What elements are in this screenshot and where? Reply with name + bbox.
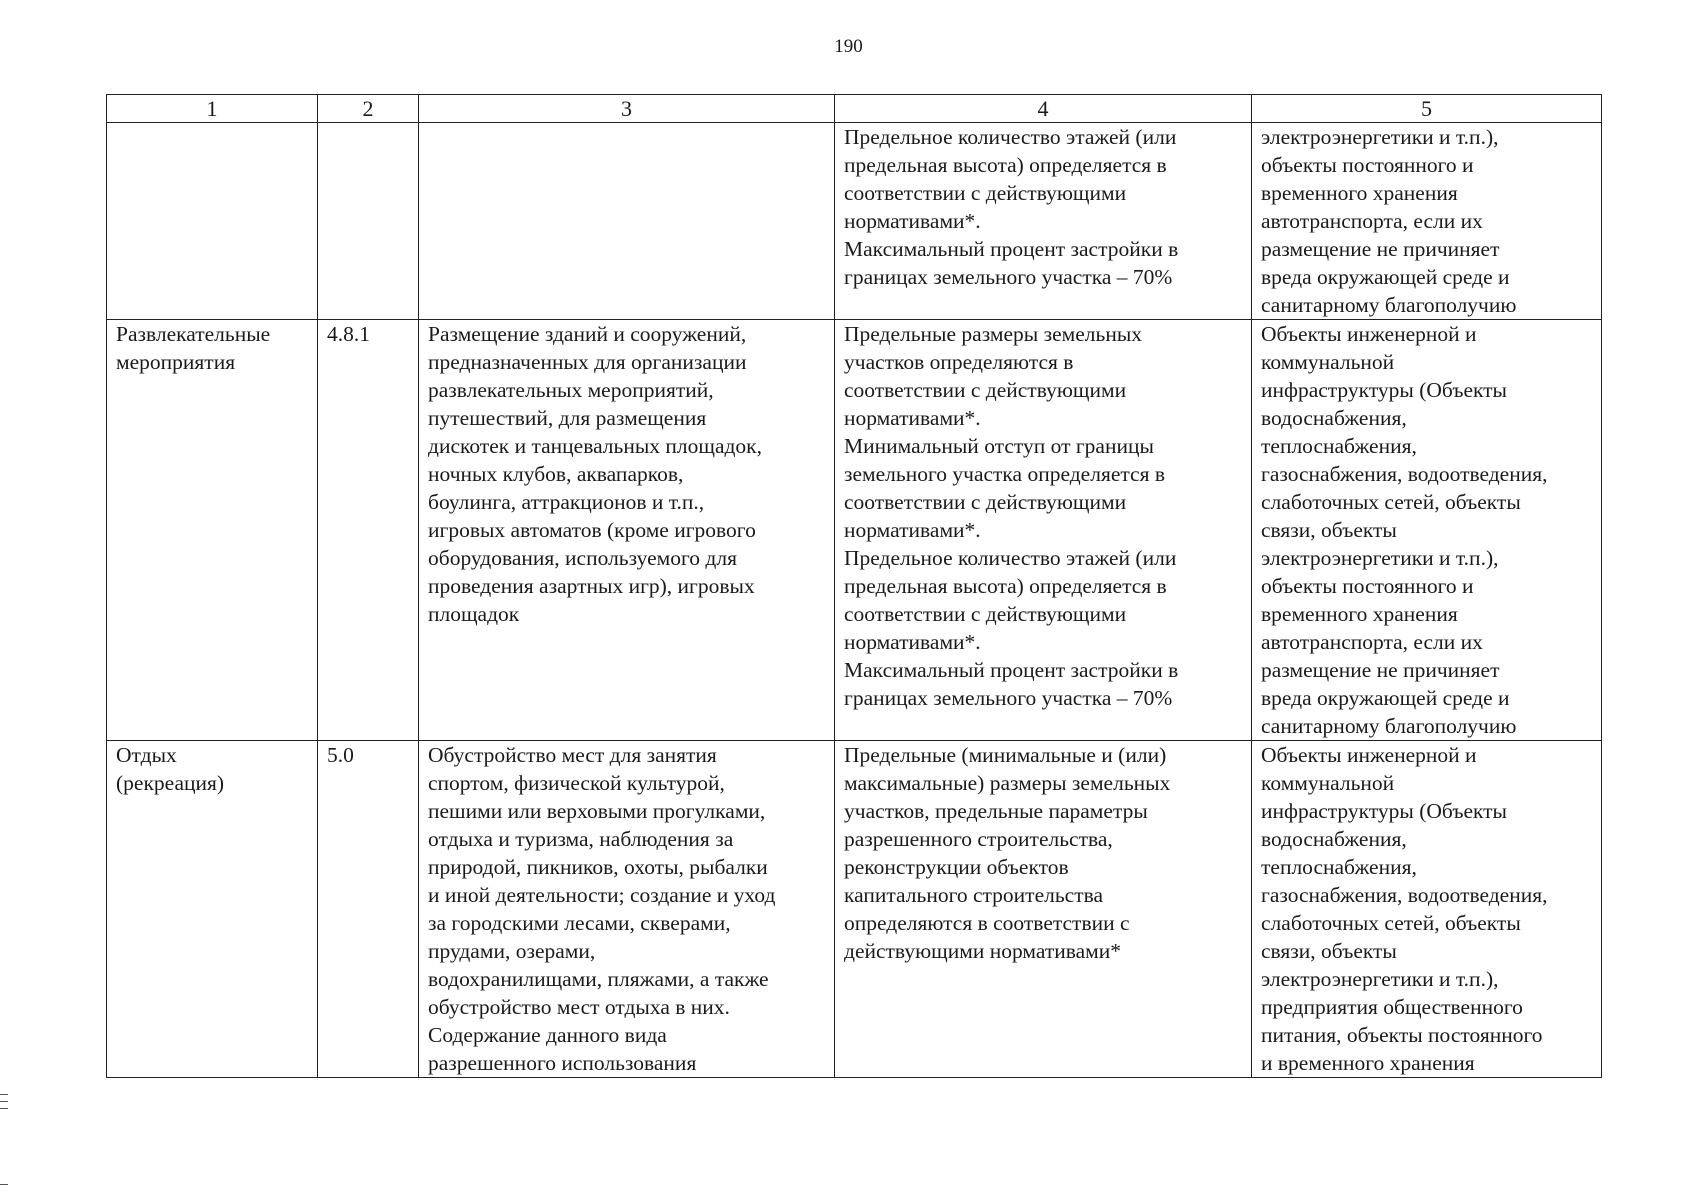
use-name-cell <box>107 123 318 320</box>
use-code-cell: 4.8.1 <box>318 320 419 741</box>
parameters-cell: Предельные (минимальные и (или) максимальные) размеры земельных участков, предельные параметры разрешенного строительства, реконструкции объектов капитального строительства определяются в соответствии с действующими нормативами* <box>835 741 1252 1078</box>
column-header-3: 3 <box>419 95 835 123</box>
parameters-cell: Предельные размеры земельных участков определяются в соответствии с действующими нормативами*. Минимальный отступ от границы земельного участка определяется в соответствии с действующими нормативами*. Предельное количество этажей (или предельная высота) определяется в соответствии с действующими нормативами*. Максимальный процент застройки в границах земельного участка – 70% <box>835 320 1252 741</box>
parameters-cell: Предельное количество этажей (или предельная высота) определяется в соответствии с действующими нормативами*. Максимальный процент застройки в границах земельного участка – 70% <box>835 123 1252 320</box>
page-number: 190 <box>834 36 863 57</box>
scan-margin-mark <box>0 1094 8 1095</box>
column-header-4: 4 <box>835 95 1252 123</box>
auxiliary-uses-cell: Объекты инженерной и коммунальной инфраструктуры (Объекты водоснабжения, теплоснабжения, газоснабжения, водоотведения, слаботочных сетей, объекты связи, объекты электроэнергетики и т.п.), предприятия общественного питания, объекты постоянного и временного хранения <box>1252 741 1602 1078</box>
scan-margin-mark <box>0 1108 8 1109</box>
zoning-table <box>106 94 1602 1078</box>
table-row <box>107 741 1602 1078</box>
auxiliary-uses-cell: Объекты инженерной и коммунальной инфраструктуры (Объекты водоснабжения, теплоснабжения, газоснабжения, водоотведения, слаботочных сетей, объекты связи, объекты электроэнергетики и т.п.), объекты постоянного и временного хранения автотранспорта, если их размещение не причиняет вреда окружающей среде и санитарному благополучию <box>1252 320 1602 741</box>
column-header-5: 5 <box>1252 95 1602 123</box>
use-description-cell: Размещение зданий и сооружений, предназначенных для организации развлекательных мероприятий, путешествий, для размещения дискотек и танцевальных площадок, ночных клубов, аквапарков, боулинга, аттракционов и т.п., игровых автоматов (кроме игрового оборудования, используемого для проведения азартных игр), игровых площадок <box>419 320 835 741</box>
column-header-1: 1 <box>107 95 318 123</box>
use-description-cell <box>419 123 835 320</box>
scan-margin-mark <box>0 1101 8 1102</box>
use-code-cell: 5.0 <box>318 741 419 1078</box>
header-row <box>107 95 1602 123</box>
auxiliary-uses-cell: электроэнергетики и т.п.), объекты постоянного и временного хранения автотранспорта, если их размещение не причиняет вреда окружающей среде и санитарному благополучию <box>1252 123 1602 320</box>
use-name-cell: Отдых (рекреация) <box>107 741 318 1078</box>
column-header-2: 2 <box>318 95 419 123</box>
use-description-cell: Обустройство мест для занятия спортом, физической культурой, пешими или верховыми прогулками, отдыха и туризма, наблюдения за природой, пикников, охоты, рыбалки и иной деятельности; создание и уход за городскими лесами, скверами, прудами, озерами, водохранилищами, пляжами, а также обустройство мест отдыха в них. Содержание данного вида разрешенного использования <box>419 741 835 1078</box>
table-row <box>107 320 1602 741</box>
use-code-cell <box>318 123 419 320</box>
table-row <box>107 123 1602 320</box>
scan-margin-mark <box>0 1184 8 1185</box>
use-name-cell: Развлекательные мероприятия <box>107 320 318 741</box>
